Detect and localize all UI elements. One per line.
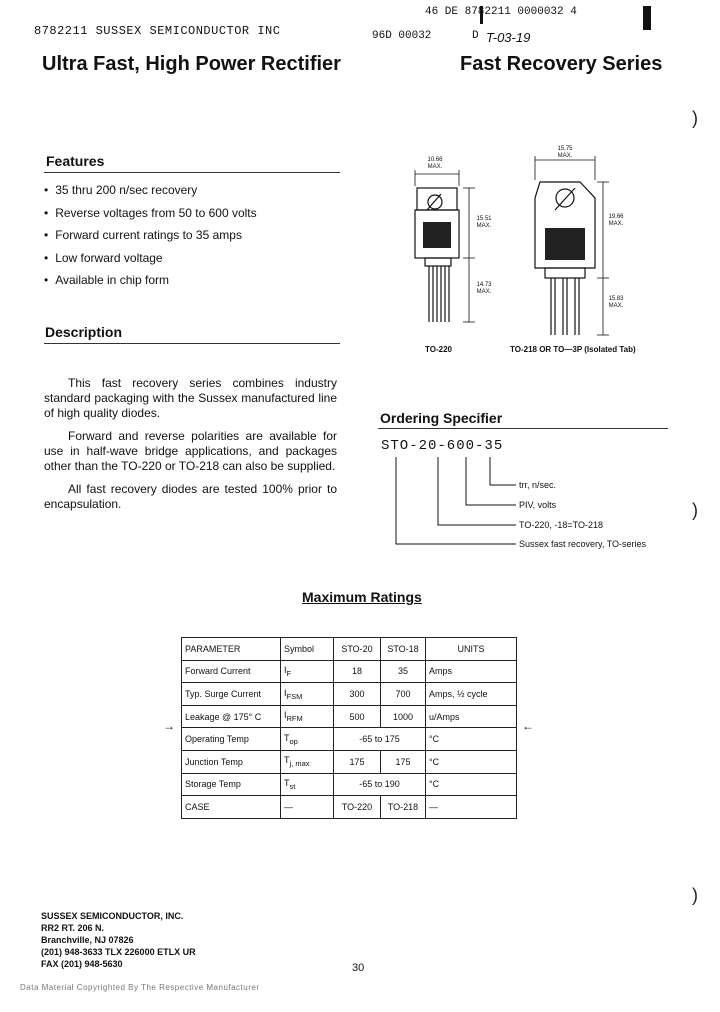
- footer-line: (201) 948-3633 TLX 226000 ETLX UR: [41, 947, 196, 957]
- footer-line: Branchville, NJ 07826: [41, 935, 134, 945]
- sto20-cell: 300: [334, 683, 381, 706]
- symbol-sub: FSM: [286, 691, 303, 701]
- footer-line: FAX (201) 948-5630: [41, 959, 123, 969]
- column-header: Symbol: [281, 638, 334, 661]
- symbol: T: [284, 777, 290, 788]
- symbol-sub: F: [286, 668, 292, 678]
- features-rule: [44, 172, 340, 173]
- ordering-leader-lines: [380, 455, 530, 550]
- table-row: [182, 796, 517, 819]
- symbol: T: [284, 732, 290, 743]
- symbol-cell: [281, 796, 334, 819]
- unit-cell: Amps, ½ cycle: [426, 683, 517, 706]
- symbol-sub: RFM: [286, 713, 303, 723]
- symbol-cell: [281, 683, 334, 706]
- page-number: 30: [352, 962, 365, 974]
- sto18-cell: 35: [381, 660, 426, 683]
- series-title: Fast Recovery Series: [460, 53, 663, 75]
- to220-caption: TO-220: [425, 345, 452, 354]
- to220-width-dim: 10.66 MAX.: [427, 157, 443, 170]
- sto20-cell: TO-220: [334, 796, 381, 819]
- ordering-label-piv: PIV, volts: [519, 500, 557, 510]
- column-header: PARAMETER: [182, 638, 281, 661]
- sto18-cell: 175: [381, 750, 426, 773]
- arrow-right-icon: →: [163, 719, 175, 733]
- table-row: [182, 773, 517, 796]
- param-cell: Typ. Surge Current: [182, 683, 281, 706]
- sto18-cell: 700: [381, 683, 426, 706]
- ordering-heading: Ordering Specifier: [380, 410, 503, 426]
- package-drawings: [395, 140, 685, 360]
- ordering-label-series: Sussex fast recovery, TO-series: [519, 539, 647, 549]
- ratings-table: [181, 637, 517, 819]
- column-header: STO-18: [381, 638, 426, 661]
- description-paragraph: Forward and reverse polarities are available for use in half-wave bridge applications, and packages other than the TO-220 or TO-218 can also be supplied.: [44, 429, 337, 473]
- param-cell: Leakage @ 175° C: [182, 705, 281, 728]
- symbol-sub: op: [289, 736, 298, 746]
- table-row: [182, 683, 517, 706]
- param-cell: Forward Current: [182, 660, 281, 683]
- unit-cell: Amps: [426, 660, 517, 683]
- copyright-watermark: Data Material Copyrighted By The Respective Manufacturer: [20, 983, 260, 992]
- to220-body-dim: 15.51 MAX.: [476, 216, 492, 229]
- ordering-rule: [378, 428, 668, 429]
- sto20-cell: 18: [334, 660, 381, 683]
- symbol: I: [284, 710, 287, 721]
- description-paragraph: This fast recovery series combines industry standard packaging with the Sussex manufactured line of high quality diodes.: [44, 376, 337, 420]
- sto20-cell: 500: [334, 705, 381, 728]
- company-code: 8782211 SUSSEX SEMICONDUCTOR INC: [34, 24, 281, 38]
- to220-leads-dim: 14.73 MAX.: [476, 282, 492, 295]
- symbol-cell: [281, 728, 334, 751]
- description-rule: [44, 343, 340, 344]
- handwritten-note: T-03-19: [486, 30, 531, 45]
- combined-cell: -65 to 190: [334, 773, 426, 796]
- feature-item: • Low forward voltage: [44, 250, 354, 273]
- symbol-cell: [281, 773, 334, 796]
- param-cell: Operating Temp: [182, 728, 281, 751]
- ordering-label-trr: trr, n/sec.: [519, 480, 557, 490]
- unit-cell: °C: [426, 750, 517, 773]
- symbol-cell: [281, 660, 334, 683]
- symbol: I: [284, 687, 287, 698]
- column-header: STO-20: [334, 638, 381, 661]
- footer-address: [41, 910, 196, 970]
- unit-cell: u/Amps: [426, 705, 517, 728]
- to218-leads-dim: 15.83 MAX.: [608, 296, 624, 309]
- param-cell: CASE: [182, 796, 281, 819]
- to220-outline: [415, 188, 459, 322]
- combined-cell: -65 to 175: [334, 728, 426, 751]
- symbol-cell: [281, 705, 334, 728]
- sto18-cell: TO-218: [381, 796, 426, 819]
- page-title: Ultra Fast, High Power Rectifier: [42, 53, 341, 75]
- description-paragraph: All fast recovery diodes are tested 100% prior to encapsulation.: [44, 482, 337, 511]
- table-row: [182, 660, 517, 683]
- ordering-code: STO-20-600-35: [381, 438, 504, 454]
- to220-die: [423, 222, 451, 248]
- to218-body-dim: 19.66 MAX.: [608, 214, 624, 227]
- arrow-left-icon: ←: [522, 719, 534, 733]
- unit-cell: °C: [426, 773, 517, 796]
- symbol-sub: j, max: [289, 759, 310, 769]
- sto20-cell: 175: [334, 750, 381, 773]
- table-row: [182, 705, 517, 728]
- to218-width-dim: 15.75 MAX.: [557, 146, 573, 159]
- doc-code: 96D 00032: [372, 30, 432, 42]
- table-header-row: [182, 638, 517, 661]
- features-list: [44, 182, 354, 295]
- features-heading: Features: [46, 153, 105, 169]
- feature-item: • Reverse voltages from 50 to 600 volts: [44, 205, 354, 228]
- feature-item: • 35 thru 200 n/sec recovery: [44, 182, 354, 205]
- sto18-cell: 1000: [381, 705, 426, 728]
- symbol: —: [284, 801, 293, 812]
- table-row: [182, 728, 517, 751]
- doc-d: D: [472, 30, 479, 42]
- unit-cell: —: [426, 796, 517, 819]
- symbol: T: [284, 755, 290, 766]
- unit-cell: °C: [426, 728, 517, 751]
- param-cell: Storage Temp: [182, 773, 281, 796]
- param-cell: Junction Temp: [182, 750, 281, 773]
- table-row: [182, 750, 517, 773]
- symbol-sub: st: [289, 781, 296, 791]
- feature-item: • Available in chip form: [44, 272, 354, 295]
- margin-bracket-icon: ): [692, 885, 698, 905]
- description-heading: Description: [45, 324, 123, 340]
- header-black-bar: [643, 6, 651, 30]
- column-header: UNITS: [426, 638, 517, 661]
- ordering-label-package: TO-220, -18=TO-218: [519, 520, 603, 530]
- to218-die: [545, 228, 585, 260]
- to218-caption: TO-218 OR TO—3P (Isolated Tab): [510, 345, 636, 354]
- symbol-cell: [281, 750, 334, 773]
- ratings-heading: Maximum Ratings: [302, 589, 422, 605]
- footer-line: SUSSEX SEMICONDUCTOR, INC.: [41, 911, 184, 921]
- symbol: I: [284, 664, 287, 675]
- margin-bracket-icon: ): [692, 500, 698, 520]
- doc-code-top: 46 DE 8782211 0000032 4: [425, 6, 577, 18]
- description-text: [44, 376, 337, 512]
- feature-item: • Forward current ratings to 35 amps: [44, 227, 354, 250]
- footer-line: RR2 RT. 206 N.: [41, 923, 105, 933]
- margin-bracket-icon: ): [692, 108, 698, 128]
